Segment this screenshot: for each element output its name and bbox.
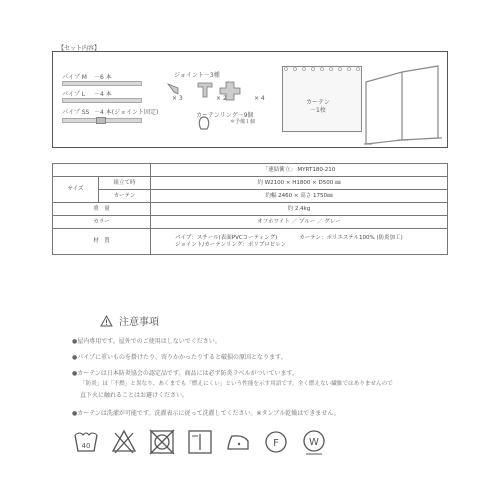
ring-label: カーテンリング－9個 — [196, 112, 254, 119]
pipe-ss-qty: －4 本(ジョイント固定) — [94, 109, 159, 116]
spec-material-value — [151, 229, 448, 255]
wet-clean-w-icon — [300, 427, 328, 457]
spec-material-line2: ジョイント/カーテンリング：ポリプロピレン — [175, 241, 287, 248]
dry-clean-f: F — [273, 438, 279, 449]
spec-product: 「連結衝立」 MYRT180-210 — [151, 164, 448, 177]
spec-weight-label: 重 量 — [53, 203, 151, 216]
spec-material-line1: パイプ：スチール(表面PVCコーティング) — [175, 234, 278, 241]
pipe-m-qty: －6 本 — [94, 74, 112, 81]
notes-heading — [100, 313, 159, 328]
spec-assembled-label: 組立て時 — [99, 177, 151, 190]
curtain-rings-row — [282, 66, 362, 72]
pipe-m-label: パイプ M — [62, 74, 87, 81]
wash-40-icon — [72, 427, 100, 457]
warning-icon — [100, 315, 113, 327]
joint-qty-2: × 2 — [216, 95, 227, 102]
note-1: ●屋内専用です。屋外でのご使用はしないでください。 — [72, 338, 221, 345]
no-tumble-dry-icon — [148, 427, 176, 457]
spec-material-curtain: カーテン：ポリエステル100% (防炎加工) — [299, 234, 403, 241]
joint-label: ジョイント－3種 — [174, 72, 220, 79]
wash-temp: 40 — [81, 442, 91, 450]
spec-assembled-value: 約 W2100 × H1800 × D500 ㎜ — [151, 177, 448, 190]
line-dry-icon — [186, 427, 214, 457]
note-3b: 「防炎」は「不燃」と異なり、あくまでも「燃えにくい」という性能を示す用語です。全く燃えない繊維ではありませんので — [80, 381, 393, 387]
no-bleach-icon — [110, 427, 138, 457]
pipe-l-image — [62, 98, 142, 103]
pipe-l-label: パイプ L — [62, 91, 86, 98]
note-4: ●カーテンは洗濯が可能です。洗濯表示に従って洗濯してください。※タンブル乾燥はできません。 — [72, 410, 340, 417]
spec-weight-value: 約 2.4kg — [151, 203, 448, 216]
wet-clean-w: W — [309, 437, 319, 448]
laundry-icons — [72, 427, 402, 463]
spec-color-value: オフホワイト ／ ブルー ／ グレー — [151, 216, 448, 229]
pipe-ss-joint — [96, 117, 106, 124]
iron-low-icon — [224, 427, 252, 457]
assembled-frame-illustration — [362, 62, 444, 146]
spec-color-label: カラー — [53, 216, 151, 229]
note-3c: 直下火に触れることはお避けください。 — [80, 392, 189, 399]
pipe-m-image — [62, 81, 142, 86]
spec-material-label: 材 質 — [53, 229, 151, 255]
joint-qty-3: × 4 — [254, 95, 265, 102]
note-2: ●パイプに重いものを掛けたり、寄りかかったりすると破損の原因となります。 — [72, 354, 287, 361]
joint-qty-1: × 3 — [172, 95, 183, 102]
note-3: ●カーテンは日本防炎協会の認定品です。商品には必ず防炎ラベルがついています。 — [72, 370, 298, 377]
spec-table — [52, 163, 448, 255]
spec-curtain-value: 約幅 2460 × 高さ 1750㎜ — [151, 190, 448, 203]
set-contents-label: 【セット内容】 — [58, 45, 101, 52]
spec-size-label: サイズ — [53, 177, 99, 203]
spec-blank — [53, 164, 151, 177]
dry-clean-f-icon — [262, 427, 290, 457]
pipe-ss-label: パイプ SS — [62, 109, 90, 116]
curtain-label: カーテン — [306, 99, 330, 106]
curtain-qty: －1枚 — [310, 107, 326, 114]
curtain-ring-icon — [197, 116, 211, 132]
notes-title: 注意事項 — [119, 317, 159, 328]
ring-note: ＊予備１個 — [230, 119, 256, 125]
pipe-l-qty: －4 本 — [94, 91, 112, 98]
spec-curtain-label: カーテン — [99, 190, 151, 203]
